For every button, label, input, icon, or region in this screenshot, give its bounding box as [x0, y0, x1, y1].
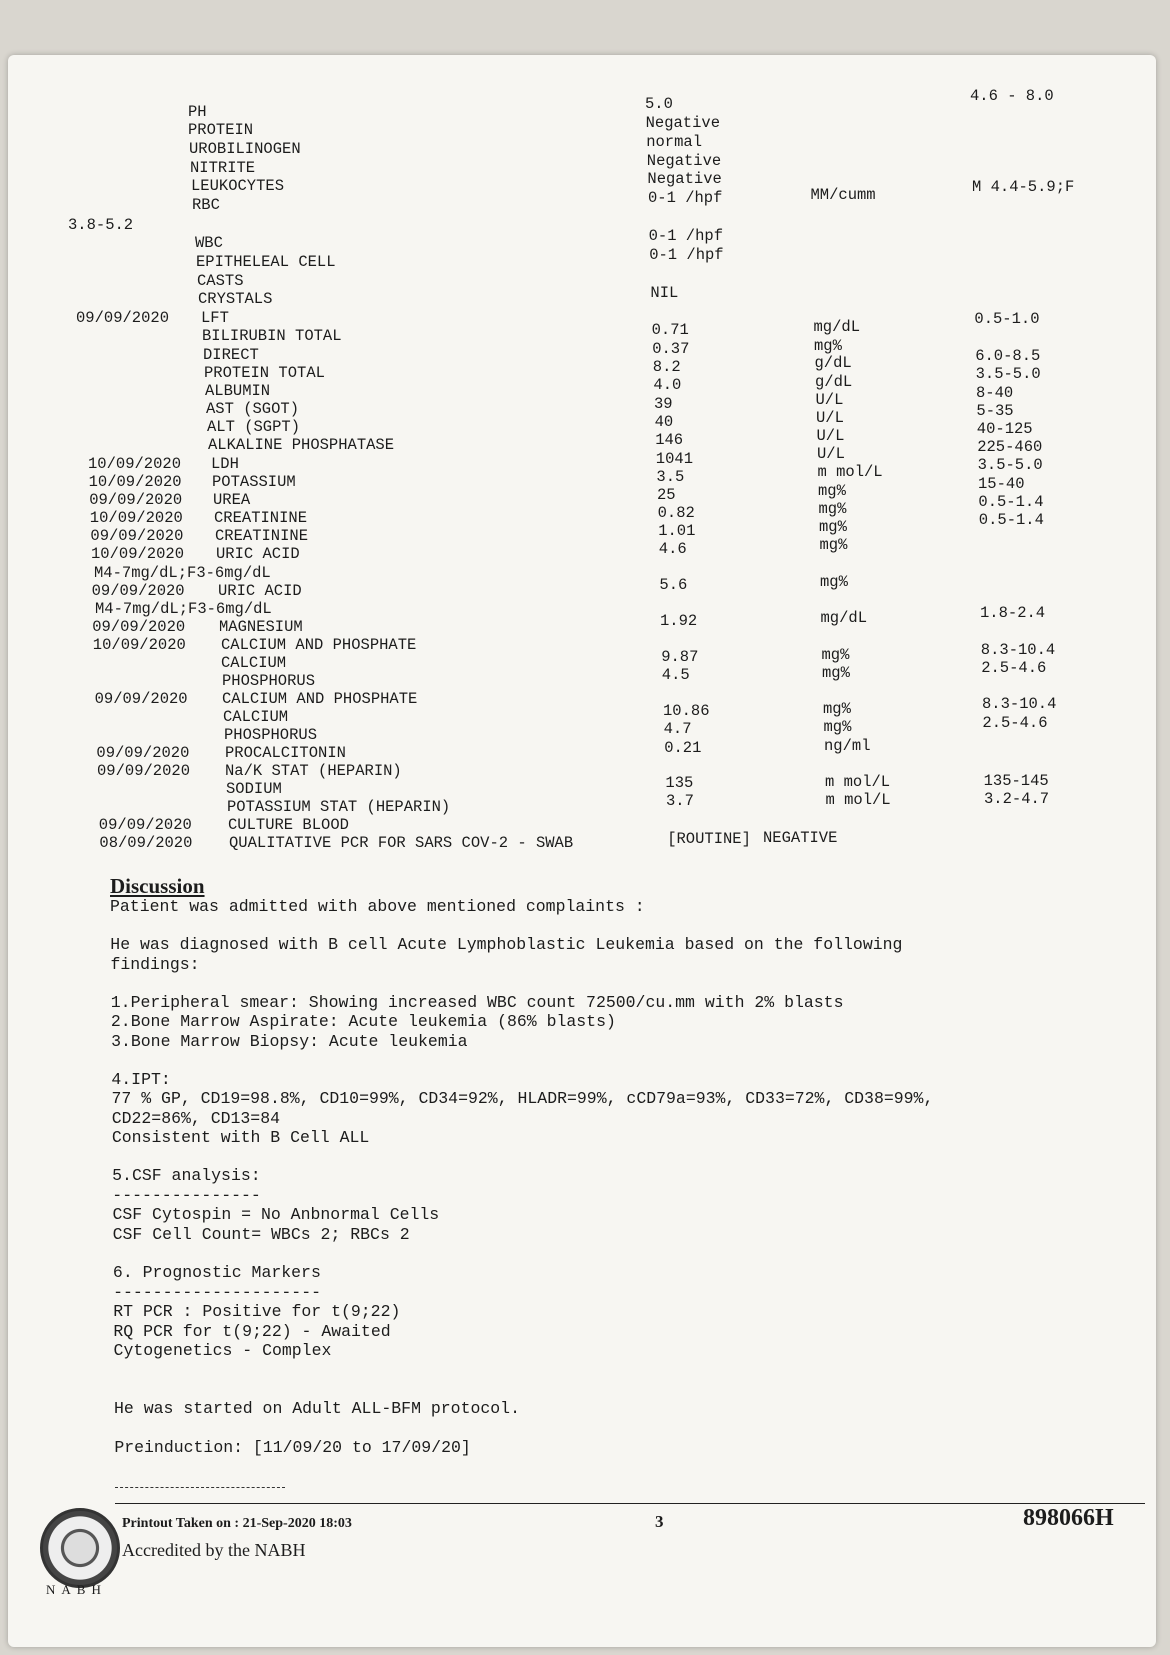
test-reference-range: M 4.4-5.9;F: [972, 178, 1075, 196]
test-unit: m mol/L: [817, 463, 883, 481]
test-name: PHOSPHORUS: [222, 672, 316, 690]
test-unit: mg%: [818, 482, 846, 500]
test-name: QUALITATIVE PCR FOR SARS COV-2 - SWAB: [229, 834, 574, 852]
discussion-line: ---------------: [112, 1186, 261, 1205]
test-result: 0-1 /hpf: [649, 246, 724, 264]
test-reference-range: 3.5-5.0: [975, 365, 1041, 383]
test-unit: U/L: [817, 445, 845, 463]
test-date: 09/09/2020: [98, 816, 192, 834]
test-result: 0.21: [664, 739, 702, 757]
test-reference-range: 15-40: [978, 475, 1025, 493]
test-unit: g/dL: [814, 354, 852, 372]
test-result: [ROUTINE]: [667, 830, 751, 848]
test-result: 4.6: [658, 540, 687, 558]
test-date: 09/09/2020: [97, 762, 191, 780]
test-name: PROTEIN: [188, 121, 254, 139]
test-date: 09/09/2020: [89, 491, 183, 509]
test-result: 0-1 /hpf: [648, 227, 724, 245]
test-reference-range: 1.8-2.4: [980, 604, 1046, 622]
test-unit: mg%: [814, 337, 842, 355]
discussion-line: Consistent with B Cell ALL: [111, 1128, 370, 1147]
test-name: LDH: [211, 455, 239, 473]
test-unit: mg%: [822, 664, 850, 682]
test-result: 9.87: [661, 648, 699, 666]
test-name: ALT (SGPT): [207, 418, 301, 436]
test-name: CREATININE: [215, 527, 309, 545]
test-result: Negative: [645, 114, 721, 132]
test-date: 10/09/2020: [91, 545, 185, 563]
test-reference-range: 2.5-4.6: [982, 714, 1048, 732]
test-date: 09/09/2020: [92, 618, 186, 636]
test-result: 39: [654, 395, 673, 413]
discussion-line: RT PCR : Positive for t(9;22): [113, 1302, 401, 1321]
test-reference-range: 8-40: [976, 384, 1014, 402]
printout-timestamp: Printout Taken on : 21-Sep-2020 18:03: [122, 1516, 352, 1531]
test-unit: mg%: [818, 500, 847, 518]
test-name: SODIUM: [226, 780, 282, 798]
discussion-line: 4.IPT:: [111, 1070, 171, 1089]
test-result: 0.71: [651, 321, 689, 339]
test-result: NIL: [650, 284, 679, 302]
test-date: 09/09/2020: [91, 582, 185, 600]
test-unit: mg%: [820, 573, 848, 591]
test-result: 5.6: [659, 576, 688, 594]
test-name: NITRITE: [190, 159, 256, 177]
discussion-line: Patient was admitted with above mentioned complaints :: [110, 897, 645, 916]
test-date: 09/09/2020: [76, 309, 170, 327]
test-result: 25: [657, 486, 676, 504]
test-result: 146: [655, 431, 684, 449]
test-date: 09/09/2020: [90, 527, 184, 545]
test-unit: mg/dL: [813, 318, 861, 336]
test-name: POTASSIUM STAT (HEPARIN): [227, 798, 451, 816]
test-name: RBC: [192, 196, 220, 214]
test-result: normal: [646, 133, 702, 151]
test-date: 09/09/2020: [96, 744, 190, 762]
test-unit: U/L: [816, 409, 844, 427]
test-name: LFT: [201, 309, 229, 327]
test-name: PH: [188, 103, 207, 121]
discussion-line: CSF Cytospin = No Anbnormal Cells: [112, 1205, 440, 1224]
test-name: URIC ACID: [216, 545, 300, 563]
test-result: 1041: [655, 450, 694, 468]
test-name: AST (SGOT): [206, 400, 300, 418]
test-reference-range: 135-145: [983, 772, 1049, 790]
discussion-line: He was started on Adult ALL-BFM protocol.: [114, 1399, 520, 1418]
test-name: CASTS: [197, 272, 244, 290]
test-date: 08/09/2020: [99, 834, 193, 852]
test-unit: mg%: [819, 518, 847, 536]
test-unit: U/L: [815, 391, 844, 409]
test-name: ALKALINE PHOSPHATASE: [208, 436, 395, 454]
test-reference-range: 4.6 - 8.0: [970, 87, 1054, 105]
test-result: 0.82: [657, 504, 695, 522]
discussion-line: 5.CSF analysis:: [112, 1166, 261, 1185]
test-result: 10.86: [663, 702, 710, 720]
discussion-line: He was diagnosed with B cell Acute Lymphoblastic Leukemia based on the following: [110, 935, 903, 954]
test-result: 4.0: [653, 376, 682, 394]
test-reference-range: 8.3-10.4: [982, 695, 1057, 713]
test-unit: U/L: [816, 427, 845, 445]
reference-range-continuation: 3.8-5.2: [68, 216, 134, 234]
discussion-line: CSF Cell Count= WBCs 2; RBCs 2: [112, 1225, 410, 1244]
test-reference-range: 0.5-1.4: [978, 511, 1044, 529]
discussion-line: 6. Prognostic Markers: [112, 1263, 321, 1282]
test-result: 40: [654, 413, 674, 431]
discussion-line: RQ PCR for t(9;22) - Awaited: [113, 1322, 391, 1341]
test-unit: mg/dL: [820, 609, 868, 627]
discussion-line: 77 % GP, CD19=98.8%, CD10=99%, CD34=92%, HLADR=99%, cCD79a=93%, CD33=72%, CD38=99%,: [111, 1089, 934, 1108]
test-result: Negative: [647, 170, 722, 188]
test-reference-range: 2.5-4.6: [981, 659, 1047, 677]
test-name: Na/K STAT (HEPARIN): [225, 762, 402, 780]
test-date: 10/09/2020: [88, 473, 182, 491]
test-name: CALCIUM: [223, 708, 289, 726]
test-name: ALBUMIN: [205, 382, 271, 400]
test-unit: mg%: [819, 536, 848, 554]
test-name: CRYSTALS: [198, 290, 273, 308]
test-result: Negative: [646, 152, 722, 170]
footer-divider: [115, 1503, 1145, 1504]
discussion-line: Cytogenetics - Complex: [113, 1341, 332, 1360]
test-name: BILIRUBIN TOTAL: [202, 327, 342, 345]
test-name: DIRECT: [203, 346, 259, 364]
test-name: WBC: [195, 234, 223, 252]
test-name: UROBILINOGEN: [189, 140, 301, 158]
discussion-line: ---------------------: [113, 1283, 322, 1302]
test-unit: m mol/L: [825, 791, 891, 809]
test-name: URIC ACID: [218, 582, 302, 600]
test-date: 09/09/2020: [94, 690, 188, 708]
discussion-heading: Discussion: [110, 874, 205, 898]
test-reference-range: 3.5-5.0: [977, 456, 1043, 474]
test-name: UREA: [213, 491, 251, 509]
test-reference-range: 0.5-1.4: [978, 493, 1044, 511]
test-unit: ng/ml: [824, 737, 871, 755]
seal-label: NABH: [46, 1582, 107, 1597]
discussion-line: findings:: [110, 955, 200, 974]
test-reference-range: 3.2-4.7: [984, 790, 1050, 808]
test-reference-range: 225-460: [977, 438, 1043, 456]
test-unit: mg%: [821, 646, 850, 664]
test-name: PHOSPHORUS: [224, 726, 318, 744]
test-result: 1.01: [658, 522, 696, 540]
test-result: 8.2: [652, 358, 681, 376]
test-name: CALCIUM: [221, 654, 287, 672]
test-reference-range: 6.0-8.5: [975, 347, 1041, 365]
discussion-line: Preinduction: [11/09/20 to 17/09/20]: [114, 1438, 471, 1457]
page-number: 3: [655, 1512, 664, 1531]
test-result: 0-1 /hpf: [648, 189, 723, 207]
nabh-seal-icon: [40, 1508, 120, 1588]
test-result: 135: [665, 774, 694, 792]
test-reference-range: 40-125: [976, 420, 1033, 438]
reference-range-continuation: M4-7mg/dL;F3-6mg/dL: [95, 600, 272, 618]
test-reference-range: 0.5-1.0: [974, 310, 1040, 328]
test-name: PROCALCITONIN: [225, 744, 346, 762]
test-result: 4.5: [661, 666, 690, 684]
test-name: CALCIUM AND PHOSPHATE: [222, 690, 418, 708]
test-name: POTASSIUM: [212, 473, 296, 491]
test-result: 0.37: [652, 340, 690, 358]
test-unit: mg%: [823, 700, 851, 718]
test-result: 1.92: [660, 612, 698, 630]
test-name: CREATININE: [214, 509, 308, 527]
test-date: 10/09/2020: [92, 636, 186, 654]
test-reference-range: 8.3-10.4: [980, 641, 1056, 659]
discussion-line: 1.Peripheral smear: Showing increased WBC count 72500/cu.mm with 2% blasts: [110, 993, 844, 1012]
discussion-line: 3.Bone Marrow Biopsy: Acute leukemia: [111, 1032, 468, 1051]
test-name: MAGNESIUM: [219, 618, 303, 636]
discussion-line: 2.Bone Marrow Aspirate: Acute leukemia (86% blasts): [110, 1012, 616, 1031]
test-name: CALCIUM AND PHOSPHATE: [221, 636, 417, 654]
test-unit: NEGATIVE: [763, 829, 838, 847]
test-unit: m mol/L: [825, 773, 891, 791]
test-date: 10/09/2020: [88, 455, 182, 473]
test-unit: MM/cumm: [810, 186, 876, 204]
test-reference-range: 5-35: [976, 402, 1014, 420]
test-name: CULTURE BLOOD: [228, 816, 349, 834]
test-result: 3.7: [666, 792, 694, 810]
accreditation-text: Accredited by the NABH: [122, 1540, 306, 1560]
test-name: LEUKOCYTES: [191, 177, 285, 195]
underline-divider: [115, 1487, 285, 1488]
test-unit: mg%: [823, 718, 852, 736]
reference-range-continuation: M4-7mg/dL;F3-6mg/dL: [94, 564, 271, 582]
test-name: PROTEIN TOTAL: [204, 364, 325, 382]
test-result: 4.7: [663, 720, 692, 738]
test-date: 10/09/2020: [89, 509, 183, 527]
test-result: 3.5: [656, 468, 685, 486]
test-result: 5.0: [645, 95, 673, 113]
test-name: EPITHELEAL CELL: [196, 253, 336, 271]
test-unit: g/dL: [815, 373, 853, 391]
document-id: 898066H: [1023, 1505, 1114, 1531]
discussion-line: CD22=86%, CD13=84: [111, 1109, 281, 1128]
